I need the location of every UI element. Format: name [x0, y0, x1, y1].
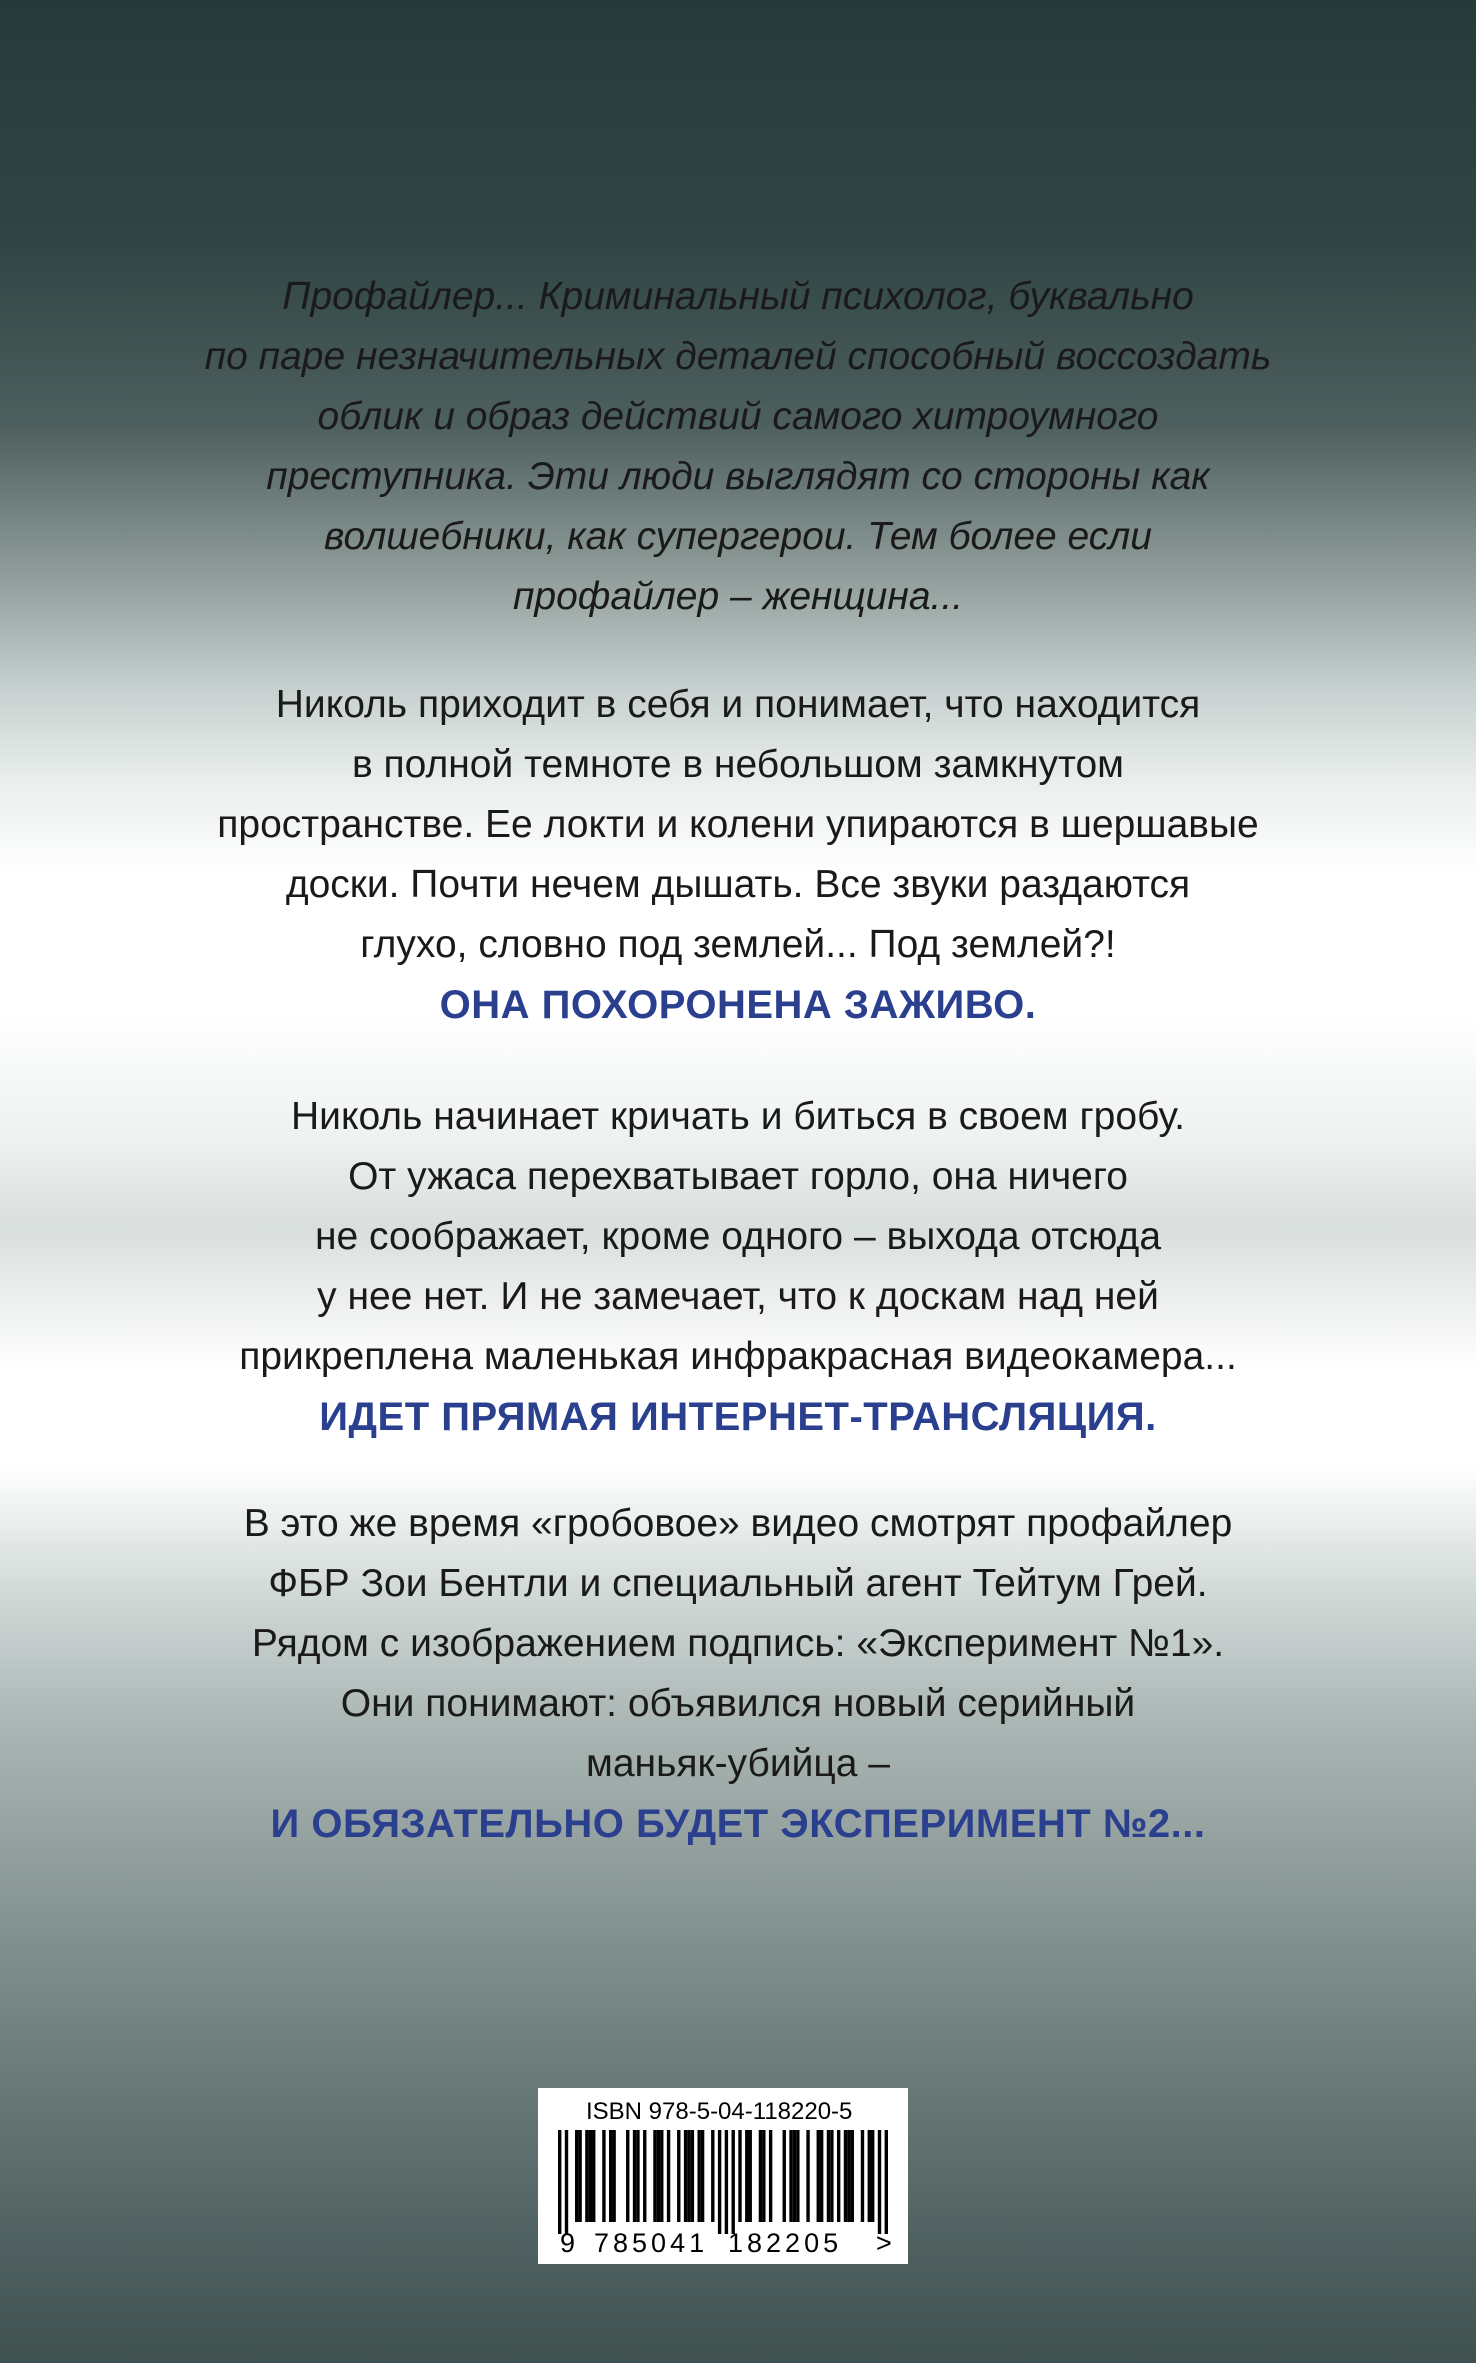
blurb-line: В это же время «гробовое» видео смотрят профайлер [243, 1502, 1233, 1545]
blurb-line: глухо, словно под землей... Под землей?! [360, 923, 1116, 966]
barcode-bars [558, 2130, 888, 2234]
blurb-paragraph-3 [0, 1087, 1476, 1447]
blurb-line: Профайлер... Криминальный психолог, буквально [282, 275, 1194, 318]
blurb-line: не соображает, кроме одного – выхода отсюда [314, 1215, 1162, 1258]
blurb-line: Николь начинает кричать и биться в своем гробу. [291, 1095, 1185, 1138]
blurb-line: доски. Почти нечем дышать. Все звуки раздаются [285, 863, 1191, 906]
blurb-accent-live-stream: ИДЕТ ПРЯМАЯ ИНТЕРНЕТ-ТРАНСЛЯЦИЯ. [319, 1395, 1157, 1439]
blurb-paragraph-4 [0, 1494, 1476, 1854]
blurb-accent-buried-alive: ОНА ПОХОРОНЕНА ЗАЖИВО. [439, 983, 1037, 1027]
barcode-quiet-mark: > [876, 2228, 892, 2258]
blurb-line: маньяк-убийца – [586, 1742, 890, 1785]
barcode-first-digit: 9 [560, 2228, 576, 2258]
blurb-line: ФБР Зои Бентли и специальный агент Тейтум Грей. [268, 1562, 1208, 1605]
blurb-line: профайлер – женщина... [512, 575, 964, 618]
blurb-line: по паре незначительных деталей способный воссоздать [204, 335, 1272, 378]
isbn-barcode [538, 2088, 908, 2264]
barcode-right-group: 182205 [728, 2228, 843, 2258]
blurb-line: у нее нет. И не замечает, что к доскам над ней [317, 1275, 1159, 1318]
blurb-line: волшебники, как супергерои. Тем более если [323, 515, 1152, 558]
blurb-paragraph-2 [0, 675, 1476, 1035]
barcode-left-group: 785041 [594, 2228, 709, 2258]
blurb-line: преступника. Эти люди выглядят со стороны как [266, 455, 1210, 498]
blurb-line: От ужаса перехватывает горло, она ничего [348, 1155, 1128, 1198]
blurb-line: Рядом с изображением подпись: «Эксперимент №1». [251, 1622, 1225, 1665]
blurb-paragraph-1 [0, 267, 1476, 627]
blurb-line: Николь приходит в себя и понимает, что находится [275, 683, 1201, 726]
blurb-line: в полной темноте в небольшом замкнутом [352, 743, 1124, 786]
blurb-line: прикреплена маленькая инфракрасная видеокамера... [239, 1335, 1237, 1378]
blurb-accent-experiment-2: И ОБЯЗАТЕЛЬНО БУДЕТ ЭКСПЕРИМЕНТ №2... [270, 1802, 1206, 1846]
blurb-line: Они понимают: объявился новый серийный [340, 1682, 1136, 1725]
blurb-line: облик и образ действий самого хитроумного [317, 395, 1159, 438]
blurb-line: пространстве. Ее локти и колени упираются в шершавые [217, 803, 1259, 846]
isbn-label: ISBN 978-5-04-118220-5 [586, 2098, 853, 2125]
